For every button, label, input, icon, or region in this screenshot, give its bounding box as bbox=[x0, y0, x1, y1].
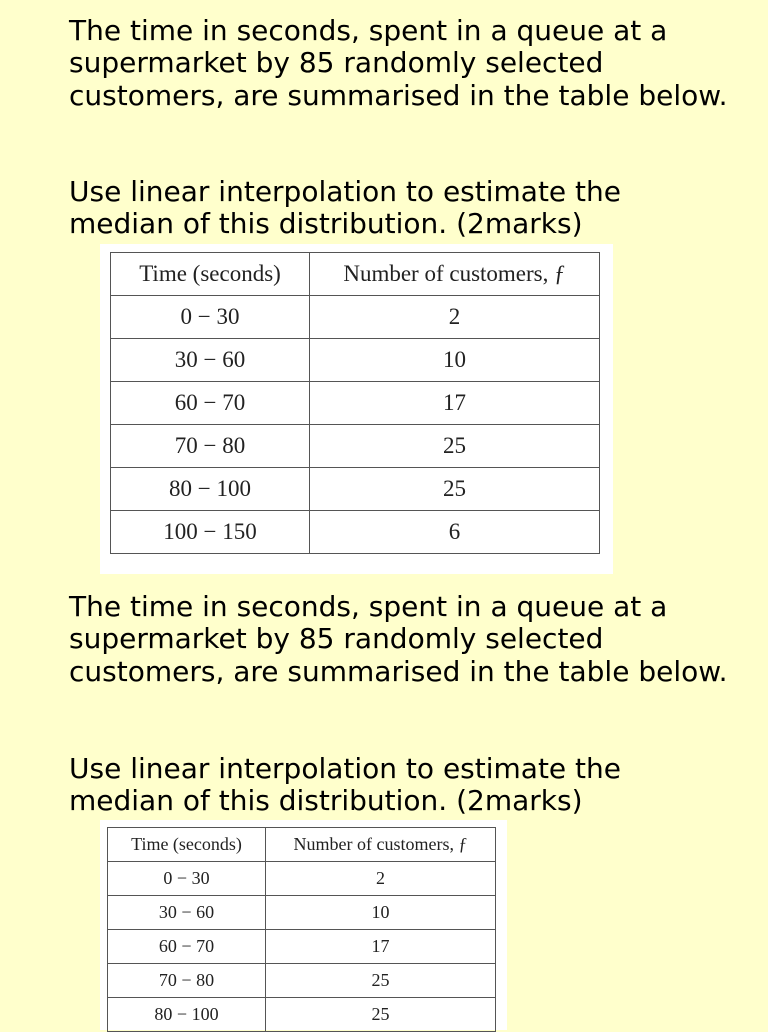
frequency-cell: 2 bbox=[310, 296, 600, 339]
question-task-repeat: Use linear interpolation to estimate the median of this distribution. (2marks) bbox=[69, 752, 622, 818]
time-cell: 70 − 80 bbox=[108, 964, 266, 998]
time-cell: 30 − 60 bbox=[111, 339, 310, 382]
frequency-cell: 25 bbox=[310, 468, 600, 511]
table-row bbox=[111, 296, 600, 339]
question-intro: The time in seconds, spent in a queue at a supermarket by 85 randomly selected customers, are summarised in the table below. bbox=[69, 14, 728, 112]
time-cell: 30 − 60 bbox=[108, 896, 266, 930]
table-row bbox=[108, 930, 496, 964]
frequency-cell: 17 bbox=[266, 930, 496, 964]
frequency-table-image-repeat bbox=[100, 820, 507, 1030]
header-time: Time (seconds) bbox=[108, 828, 266, 862]
frequency-cell: 6 bbox=[310, 511, 600, 554]
frequency-table bbox=[107, 827, 496, 1032]
table-row bbox=[108, 998, 496, 1032]
table-row bbox=[108, 896, 496, 930]
header-customers: Number of customers, ƒ bbox=[310, 253, 600, 296]
table-row bbox=[108, 862, 496, 896]
time-cell: 0 − 30 bbox=[108, 862, 266, 896]
header-customers: Number of customers, ƒ bbox=[266, 828, 496, 862]
time-cell: 70 − 80 bbox=[111, 425, 310, 468]
table-header-row bbox=[108, 828, 496, 862]
frequency-cell: 25 bbox=[266, 964, 496, 998]
time-cell: 100 − 150 bbox=[111, 511, 310, 554]
frequency-cell: 10 bbox=[310, 339, 600, 382]
time-cell: 60 − 70 bbox=[108, 930, 266, 964]
question-task: Use linear interpolation to estimate the median of this distribution. (2marks) bbox=[69, 175, 622, 241]
frequency-cell: 25 bbox=[310, 425, 600, 468]
frequency-cell: 17 bbox=[310, 382, 600, 425]
table-row bbox=[111, 425, 600, 468]
table-header-row bbox=[111, 253, 600, 296]
frequency-cell: 10 bbox=[266, 896, 496, 930]
table-row bbox=[111, 468, 600, 511]
frequency-cell: 25 bbox=[266, 998, 496, 1032]
table-row bbox=[111, 511, 600, 554]
table-row bbox=[111, 339, 600, 382]
frequency-table bbox=[110, 252, 600, 554]
table-row bbox=[111, 382, 600, 425]
frequency-cell: 2 bbox=[266, 862, 496, 896]
header-time: Time (seconds) bbox=[111, 253, 310, 296]
time-cell: 80 − 100 bbox=[108, 998, 266, 1032]
time-cell: 0 − 30 bbox=[111, 296, 310, 339]
time-cell: 80 − 100 bbox=[111, 468, 310, 511]
table-row bbox=[108, 964, 496, 998]
question-intro-repeat: The time in seconds, spent in a queue at a supermarket by 85 randomly selected customers, are summarised in the table below. bbox=[69, 590, 728, 688]
time-cell: 60 − 70 bbox=[111, 382, 310, 425]
frequency-table-image bbox=[100, 244, 613, 574]
